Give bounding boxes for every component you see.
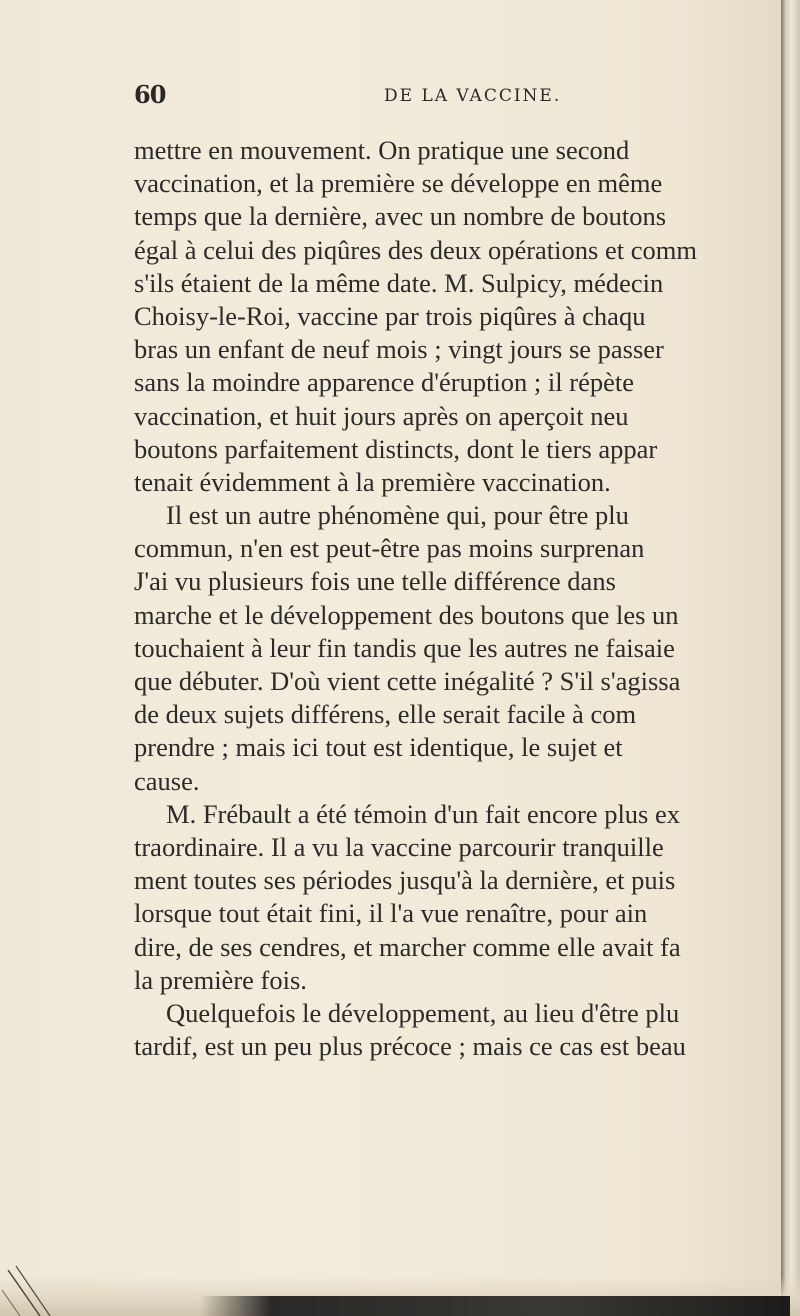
text-line: traordinaire. Il a vu la vaccine parcourir tranquille — [134, 831, 664, 862]
text-line: touchaient à leur fin tandis que les autres ne faisaie — [134, 632, 675, 663]
text-line: Quelquefois le développement, au lieu d'être plu — [166, 997, 680, 1028]
text-line: Choisy-le-Roi, vaccine par trois piqûres à chaqu — [134, 300, 646, 331]
text-line: sans la moindre apparence d'éruption ; il répète — [134, 367, 634, 398]
text-line: ment toutes ses périodes jusqu'à la dernière, et puis — [134, 865, 676, 896]
text-line: temps que la dernière, avec un nombre de boutons — [134, 201, 667, 232]
text-line: vaccination, et huit jours après on aperçoit neu — [134, 400, 629, 431]
page-number: 60 — [134, 80, 166, 109]
text-line: dire, de ses cendres, et marcher comme elle avait fa — [134, 931, 681, 962]
text-line: lorsque tout était fini, il l'a vue renaître, pour ain — [134, 898, 648, 929]
text-line: vaccination, et la première se développe en même — [134, 168, 663, 199]
corner-fold-marks — [0, 1260, 60, 1316]
body-text — [134, 134, 780, 1063]
text-line: Il est un autre phénomène qui, pour être plu — [166, 500, 629, 531]
text-line: cause. — [134, 765, 200, 796]
text-line: s'ils étaient de la même date. M. Sulpicy, médecin — [134, 267, 664, 298]
text-line: égal à celui des piqûres des deux opérations et comm — [134, 234, 697, 265]
text-line: que débuter. D'où vient cette inégalité ? S'il s'agissa — [134, 666, 681, 696]
text-line: tenait évidemment à la première vaccination. — [134, 466, 611, 497]
text-line: la première fois. — [134, 964, 307, 995]
text-line: boutons parfaitement distincts, dont le tiers appar — [134, 433, 658, 464]
running-head: DE LA VACCINE. — [384, 86, 562, 106]
text-line: M. Frébault a été témoin d'un fait encore plus ex — [166, 798, 681, 829]
text-line: bras un enfant de neuf mois ; vingt jours se passer — [134, 334, 664, 365]
scan-binding-bar — [200, 1296, 790, 1316]
text-line: tardif, est un peu plus précoce ; mais ce cas est beau — [134, 1031, 686, 1062]
text-line: marche et le développement des boutons que les un — [134, 599, 679, 630]
text-line: J'ai vu plusieurs fois une telle différence dans — [134, 566, 616, 597]
facing-page-edge — [781, 0, 800, 1316]
text-line: mettre en mouvement. On pratique une second — [134, 135, 630, 165]
text-line: prendre ; mais ici tout est identique, le sujet et — [134, 732, 623, 763]
text-line: commun, n'en est peut-être pas moins surprenan — [134, 533, 645, 564]
text-line: de deux sujets différens, elle serait facile à com — [134, 699, 637, 730]
page-header — [134, 80, 760, 120]
